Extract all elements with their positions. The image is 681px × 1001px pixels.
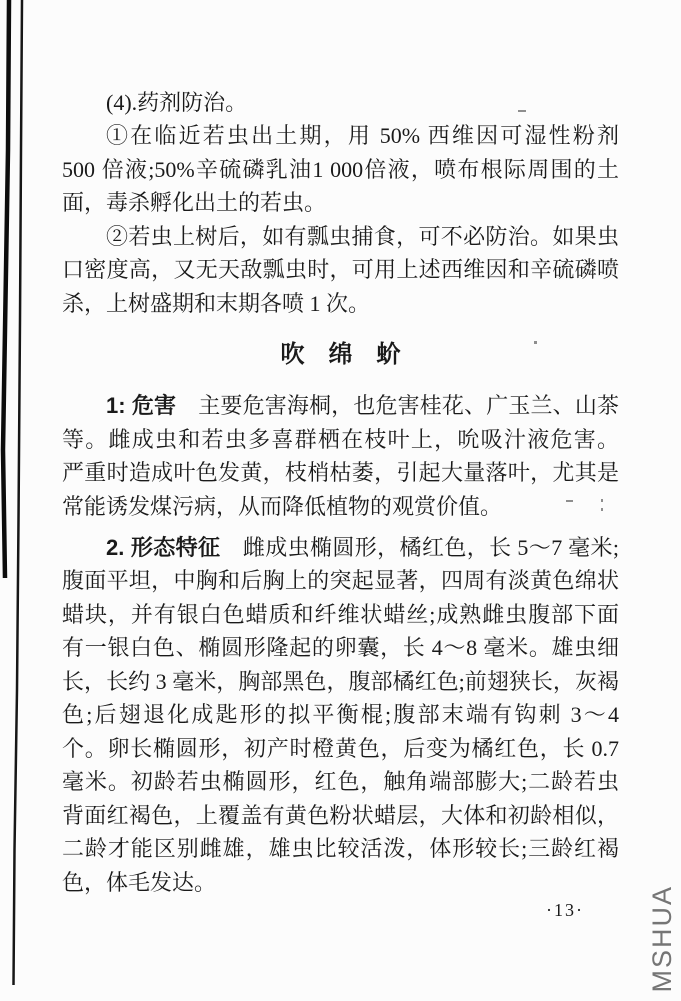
scan-speck — [534, 341, 537, 344]
text-line: 有一银白色、椭圆形隆起的卵囊，长 4～8 毫米。雄虫细 — [62, 635, 619, 661]
page-number: ·13· — [546, 900, 584, 920]
text-line: 毫米。初龄若虫椭圆形，红色，触角端部膨大;二龄若虫 — [62, 769, 619, 795]
paragraph — [62, 531, 619, 899]
text-line: ①在临近若虫出土期，用 50% 西维因可湿性粉剂 — [106, 123, 619, 149]
text-line: 500 倍液;50%辛硫磷乳油1 000倍液，喷布根际周围的土 — [62, 156, 619, 182]
watermark: MSHUA — [647, 885, 677, 993]
scan-speck — [601, 508, 603, 511]
paragraph — [62, 119, 619, 219]
paragraph — [62, 220, 619, 320]
text-line: 长，长约 3 毫米，胸部黑色，腹部橘红色;前翅狭长，灰褐 — [62, 668, 619, 694]
text-line: 常能诱发煤污病，从而降低植物的观赏价值。 — [62, 493, 503, 519]
text-line: ②若虫上树后，如有瓢虫捕食，可不必防治。如果虫 — [106, 223, 619, 249]
text-line: 1: 危害 主要危害海桐，也危害桂花、广玉兰、山茶 — [106, 393, 619, 419]
text-line: 蜡块，并有银白色蜡质和纤维状蜡丝;成熟雌虫腹部下面 — [62, 601, 619, 627]
section-heading: 吹 绵 蚧 — [280, 341, 401, 369]
section-label: 2. 形态特征 — [106, 534, 221, 560]
text-line: 口密度高，又无天敌瓢虫时，可用上述西维因和辛硫磷喷 — [62, 257, 619, 283]
text-line: 2. 形态特征 雌成虫椭圆形，橘红色，长 5～7 毫米; — [106, 534, 619, 560]
text-line: 二龄才能区别雌雄，雄虫比较活泼，体形较长;三龄红褐 — [62, 836, 619, 862]
text-line: 个。卵长椭圆形，初产时橙黄色，后变为橘红色，长 0.7 — [62, 735, 619, 761]
text-line: 背面红褐色，上覆盖有黄色粉状蜡层，大体和初龄相似， — [62, 802, 619, 828]
text-block — [62, 86, 619, 899]
scan-binding-marks — [0, 0, 30, 1001]
scan-speck — [566, 500, 573, 502]
text-line: 面，毒杀孵化出土的若虫。 — [62, 190, 327, 216]
scan-speck — [518, 110, 526, 112]
section-label: 1: 危害 — [106, 393, 177, 419]
text-line: 严重时造成叶色发黄，枝梢枯萎，引起大量落叶，尤其是 — [62, 460, 619, 486]
text-line: 色，体毛发达。 — [62, 869, 217, 895]
text-line: 腹面平坦，中胸和后胸上的突起显著，四周有淡黄色绵状 — [62, 568, 619, 594]
text-line: (4).药剂防治。 — [106, 90, 248, 115]
paragraph — [62, 86, 619, 119]
text-line: 等。雌成虫和若虫多喜群栖在枝叶上，吮吸汁液危害。 — [62, 426, 619, 452]
scan-speck — [601, 499, 603, 502]
text-line: 色;后翅退化成匙形的拟平衡棍;腹部末端有钩刺 3～4 — [62, 702, 619, 728]
text-line: 杀，上树盛期和末期各喷 1 次。 — [62, 290, 371, 316]
paragraph — [62, 389, 619, 523]
